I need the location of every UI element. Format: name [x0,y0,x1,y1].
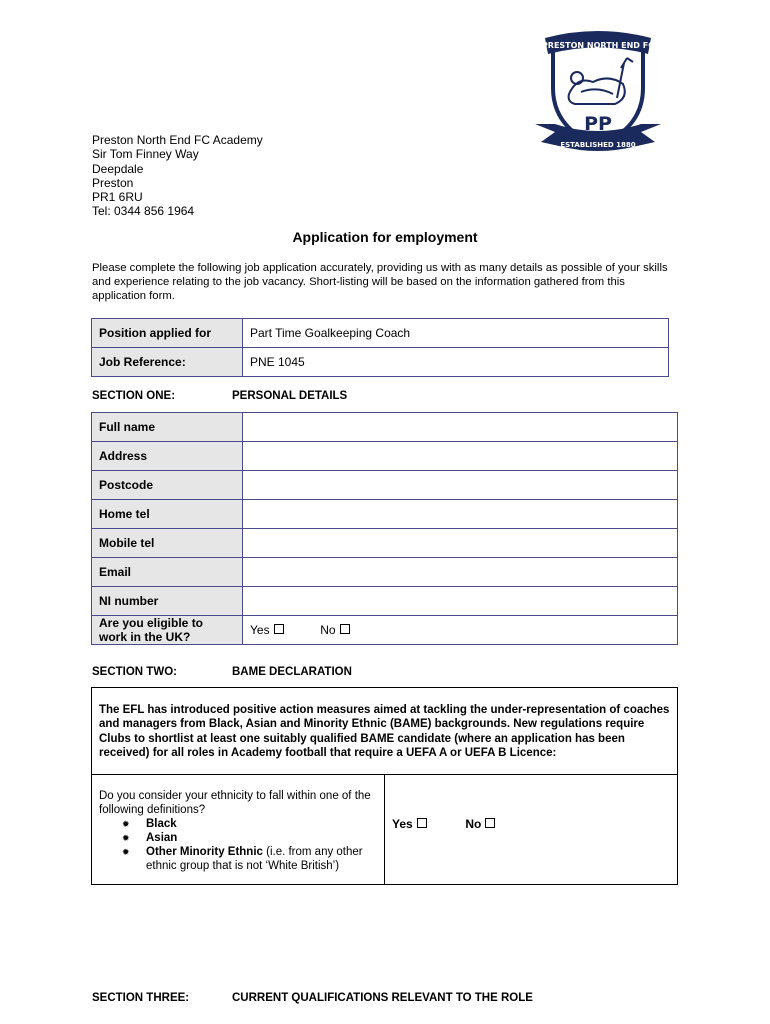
email-field[interactable] [243,558,678,587]
home-tel-label: Home tel [92,500,243,529]
section-three-heading [92,992,533,1004]
table-row [92,529,678,558]
section-two-heading [92,666,352,678]
address-line: Preston [92,175,134,190]
section-title: PERSONAL DETAILS [232,390,348,402]
full-name-label: Full name [92,413,243,442]
section-title: CURRENT QUALIFICATIONS RELEVANT TO THE ROLE [232,992,533,1004]
yes-checkbox[interactable] [417,818,427,828]
postcode-label: Postcode [92,471,243,500]
list-item [99,845,379,873]
section-number: SECTION ONE: [92,390,176,402]
no-checkbox[interactable] [485,818,495,828]
ethnicity-option-black: Black [146,818,177,830]
table-row [92,471,678,500]
list-item [99,817,379,831]
academy-address [92,133,263,219]
job-reference-label: Job Reference: [92,348,243,377]
uk-eligible-yes-option[interactable] [250,623,284,637]
ethnicity-definitions-list [99,817,379,873]
bame-answer-options [392,817,495,831]
email-label: Email [92,558,243,587]
address-line: Sir Tom Finney Way [92,147,199,162]
divider [384,774,385,884]
job-reference-field[interactable]: PNE 1045 [243,348,669,377]
list-item [99,831,379,845]
address-line: Preston North End FC Academy [92,133,263,147]
no-label: No [465,817,482,831]
ethnicity-option-other: Other Minority Ethnic [146,846,263,858]
section-number: SECTION TWO: [92,666,177,678]
document-title: Application for employment [292,229,478,245]
yes-checkbox[interactable] [274,624,284,634]
postcode-field[interactable] [243,471,678,500]
uk-eligibility-label-line: Are you eligible to [99,616,204,630]
club-crest-icon [531,28,665,158]
section-title: BAME DECLARATION [232,666,352,678]
mobile-tel-label: Mobile tel [92,529,243,558]
no-label: No [320,623,336,637]
bullet-icon: ✹ [122,819,130,829]
table-row [92,319,669,348]
table-row [92,587,678,616]
bame-statement: The EFL has introduced positive action measures aimed at tackling the under-representation of coaches and managers from Black, Asian and Minority Ethnic (BAME) backgrounds. New regulations require Clubs to shortlist at least one suitably qualified BAME candidate (where an application has been received) for all roles in Academy football that require a UEFA A or UEFA B Licence: [99,704,670,759]
address-label: Address [92,442,243,471]
uk-eligibility-options [243,616,678,645]
address-field[interactable] [243,442,678,471]
crest-monogram: PP [584,113,612,135]
full-name-field[interactable] [243,413,678,442]
ethnicity-question-text: Do you consider your ethnicity to fall within one of the following definitions? [99,790,371,816]
bullet-icon: ✹ [122,847,130,857]
bame-yes-option[interactable] [392,817,427,831]
crest-top-text: PRESTON NORTH END FC [541,41,655,50]
position-applied-label: Position applied for [92,319,243,348]
mobile-tel-field[interactable] [243,529,678,558]
position-table [91,318,669,377]
uk-eligibility-label-line: work in the UK? [99,630,191,644]
section-number: SECTION THREE: [92,992,190,1004]
table-row [92,348,669,377]
ethnicity-option-asian: Asian [146,832,178,844]
intro-paragraph: Please complete the following job application accurately, providing us with as many details as possible of your skills and experience relating to the job vacancy. Short-listing will be based on the information gathered from this application form. [92,262,668,302]
position-applied-field[interactable]: Part Time Goalkeeping Coach [243,319,669,348]
ni-number-label: NI number [92,587,243,616]
personal-details-table [91,412,678,645]
address-line: PR1 6RU [92,190,143,205]
uk-eligible-no-option[interactable] [320,623,349,637]
address-telephone: Tel: 0344 856 1964 [92,204,195,219]
uk-eligibility-label [92,616,243,645]
ethnicity-question [99,789,379,873]
bame-no-option[interactable] [465,817,495,831]
crest-graphic [531,28,665,158]
table-row [92,500,678,529]
table-row [92,442,678,471]
yes-label: Yes [250,623,270,637]
yes-label: Yes [392,817,413,831]
table-row [92,616,678,645]
section-one-heading [92,390,347,402]
table-row [92,413,678,442]
bame-declaration-box [91,687,678,885]
bullet-icon: ✹ [122,833,130,843]
crest-ribbon-text: ESTABLISHED 1880 [560,141,636,149]
ethnicity-option-other-detail: (i.e. from any other ethnic group that is not ‘White British’) [146,846,363,872]
address-line: Deepdale [92,161,144,176]
table-row [92,558,678,587]
home-tel-field[interactable] [243,500,678,529]
ni-number-field[interactable] [243,587,678,616]
no-checkbox[interactable] [340,624,350,634]
